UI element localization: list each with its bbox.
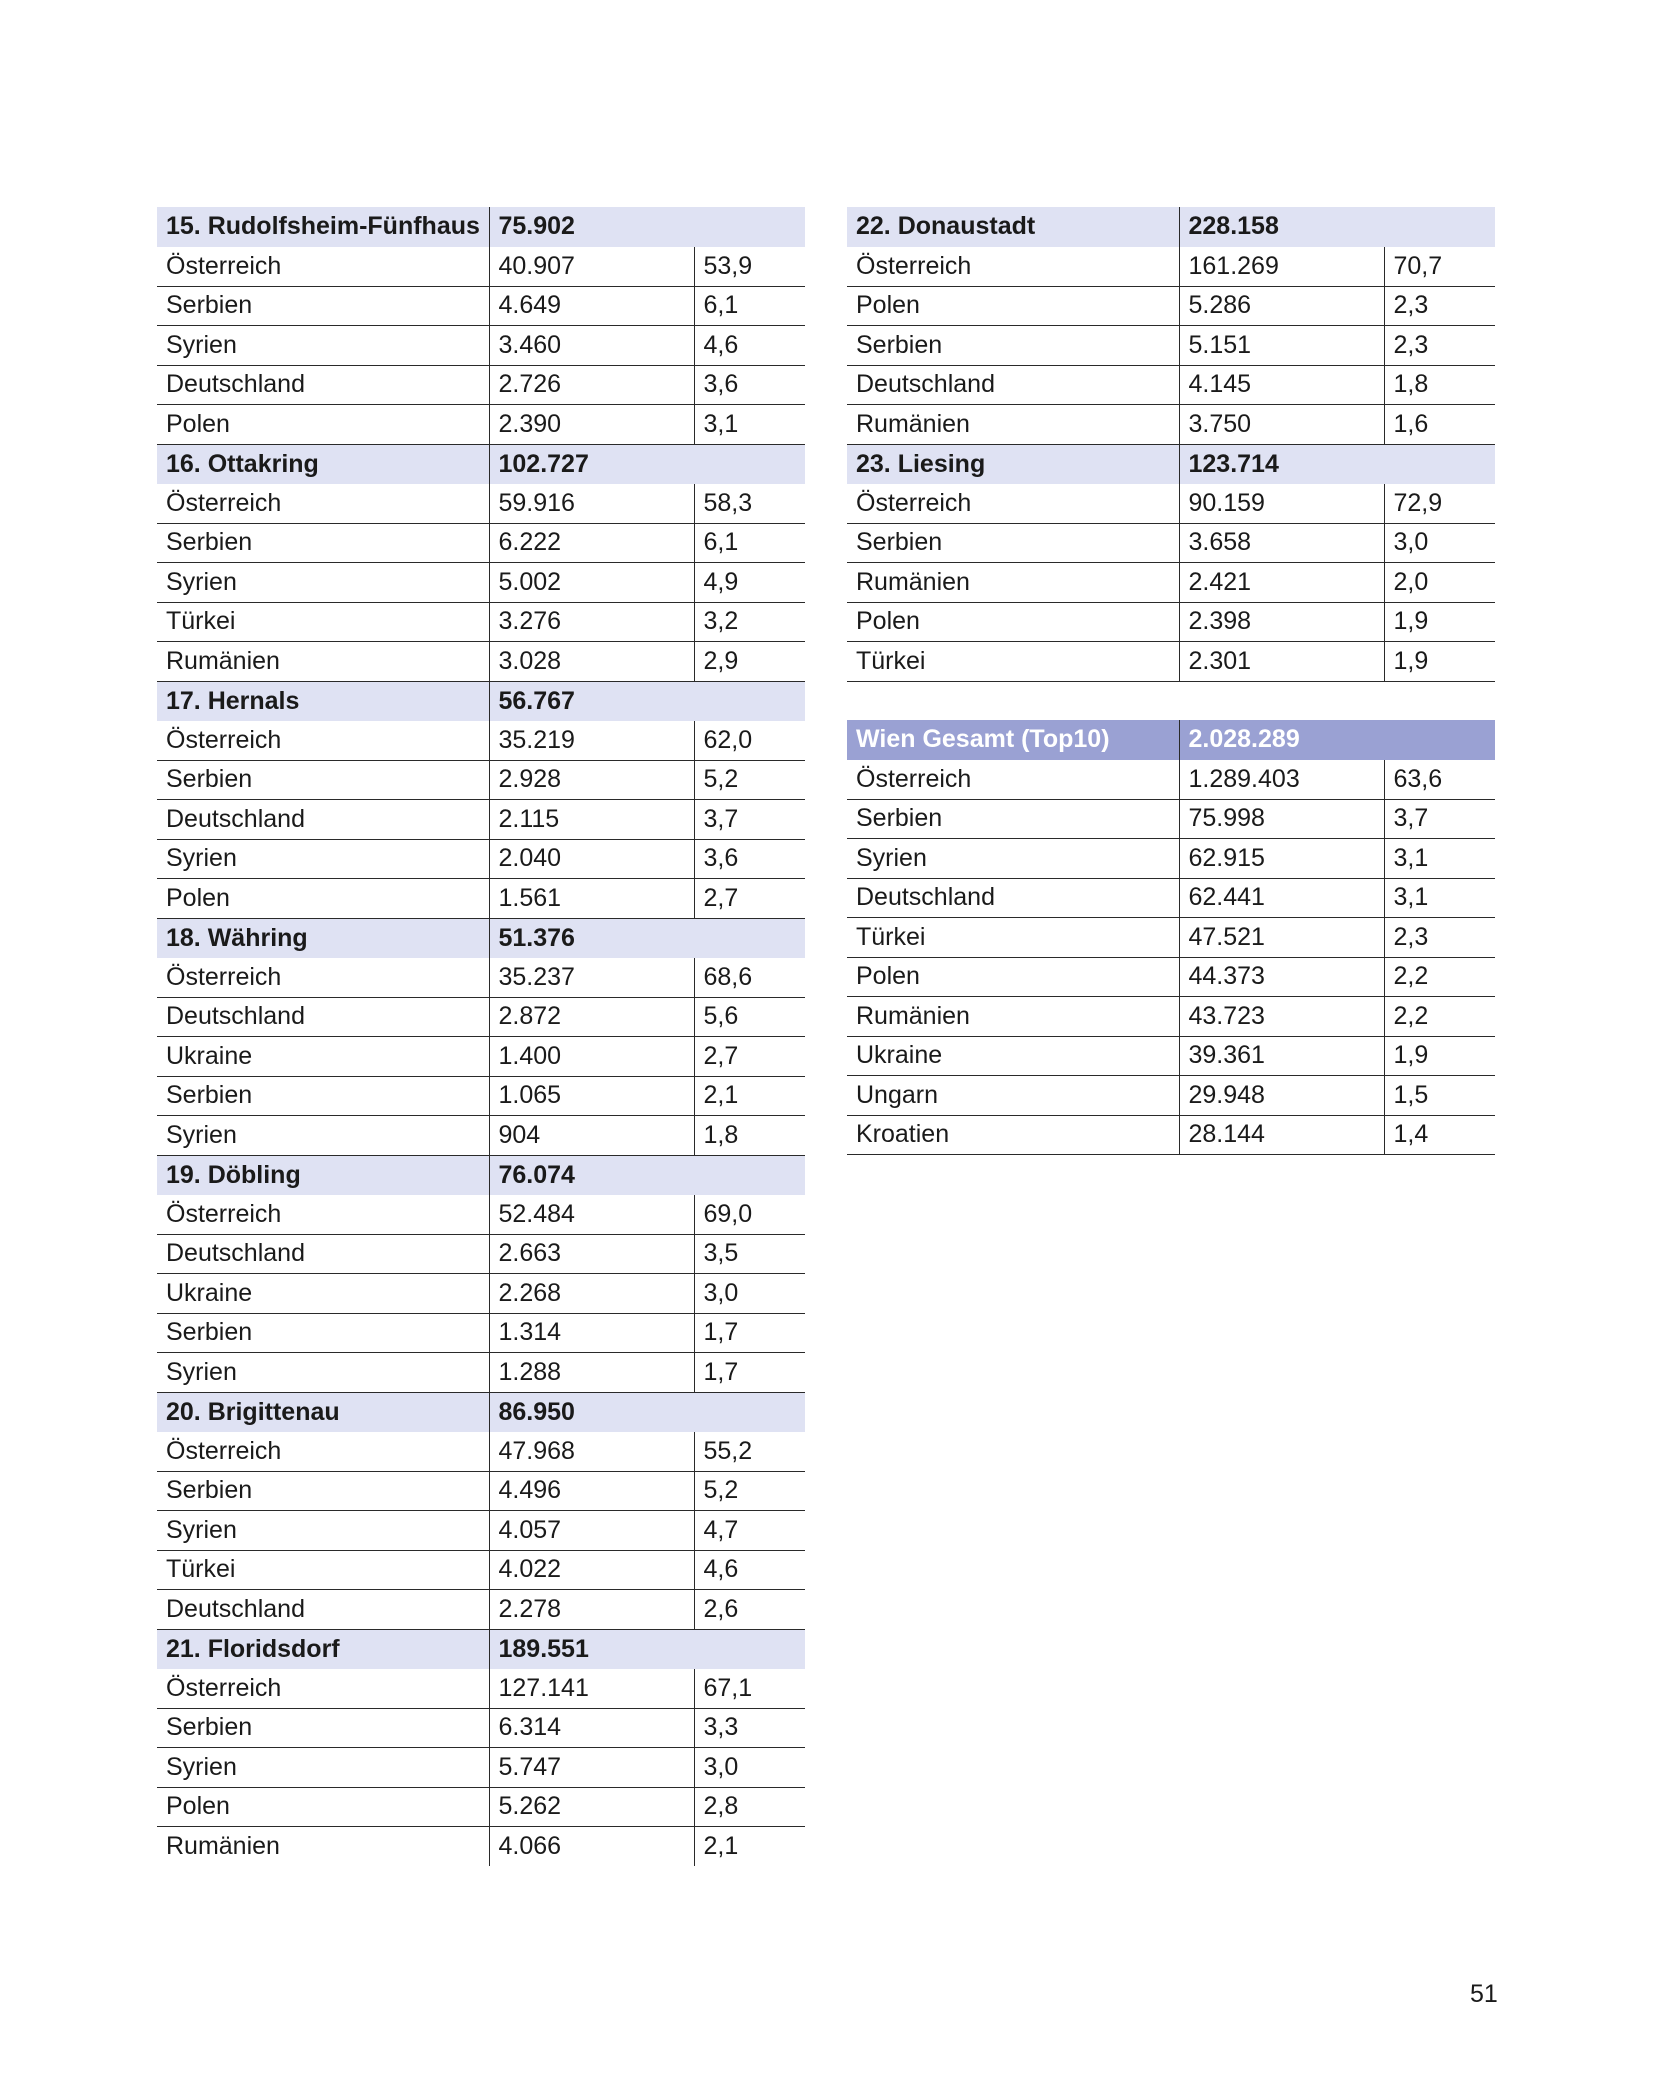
table-row — [157, 1037, 805, 1077]
population-count: 2.726 — [489, 365, 694, 405]
population-count: 2.663 — [489, 1234, 694, 1274]
population-count: 40.907 — [489, 247, 694, 287]
district-header-row — [157, 207, 805, 247]
population-percent: 53,9 — [694, 247, 805, 287]
country-name: Serbien — [847, 799, 1179, 839]
table-row — [847, 918, 1495, 958]
population-percent: 5,6 — [694, 997, 805, 1037]
table-row — [157, 1590, 805, 1630]
population-percent: 1,6 — [1384, 405, 1495, 445]
population-percent: 2,7 — [694, 879, 805, 919]
table-row — [157, 800, 805, 840]
population-count: 62.441 — [1179, 878, 1384, 918]
population-count: 2.928 — [489, 760, 694, 800]
population-percent: 63,6 — [1384, 760, 1495, 800]
population-count: 2.390 — [489, 405, 694, 445]
district-header-row — [157, 1155, 805, 1195]
population-percent: 5,2 — [694, 760, 805, 800]
vienna-total-table — [847, 720, 1495, 1155]
population-percent: 68,6 — [694, 958, 805, 998]
country-name: Syrien — [157, 1353, 489, 1393]
population-count: 1.065 — [489, 1076, 694, 1116]
table-row — [847, 997, 1495, 1037]
population-percent: 3,7 — [1384, 799, 1495, 839]
table-row — [847, 799, 1495, 839]
district-total: 75.902 — [489, 207, 805, 247]
country-name: Rumänien — [157, 642, 489, 682]
district-name: 15. Rudolfsheim-Fünfhaus — [157, 207, 489, 247]
population-percent: 2,3 — [1384, 918, 1495, 958]
population-percent: 1,9 — [1384, 642, 1495, 682]
left-district-table — [157, 207, 805, 1866]
table-row — [157, 602, 805, 642]
table-row — [157, 839, 805, 879]
population-count: 47.521 — [1179, 918, 1384, 958]
table-row — [847, 602, 1495, 642]
population-percent: 6,1 — [694, 286, 805, 326]
table-row — [847, 326, 1495, 366]
population-count: 1.289.403 — [1179, 760, 1384, 800]
population-percent: 3,0 — [1384, 523, 1495, 563]
population-percent: 2,6 — [694, 1590, 805, 1630]
population-percent: 1,8 — [694, 1116, 805, 1156]
population-percent: 2,8 — [694, 1787, 805, 1827]
country-name: Rumänien — [847, 405, 1179, 445]
table-row — [157, 405, 805, 445]
population-count: 4.057 — [489, 1511, 694, 1551]
country-name: Ukraine — [157, 1037, 489, 1077]
population-percent: 2,0 — [1384, 563, 1495, 603]
country-name: Serbien — [157, 1076, 489, 1116]
country-name: Deutschland — [847, 878, 1179, 918]
country-name: Deutschland — [847, 365, 1179, 405]
population-count: 2.301 — [1179, 642, 1384, 682]
table-row — [157, 1353, 805, 1393]
country-name: Syrien — [157, 1511, 489, 1551]
population-percent: 1,9 — [1384, 602, 1495, 642]
population-count: 4.496 — [489, 1471, 694, 1511]
table-row — [157, 523, 805, 563]
country-name: Rumänien — [847, 997, 1179, 1037]
country-name: Serbien — [157, 286, 489, 326]
country-name: Syrien — [157, 1748, 489, 1788]
country-name: Polen — [157, 879, 489, 919]
table-row — [157, 1313, 805, 1353]
table-row — [157, 1748, 805, 1788]
table-row — [157, 1787, 805, 1827]
district-name: 21. Floridsdorf — [157, 1629, 489, 1669]
table-row — [847, 247, 1495, 287]
district-name: 16. Ottakring — [157, 444, 489, 484]
population-count: 2.421 — [1179, 563, 1384, 603]
table-row — [157, 1274, 805, 1314]
country-name: Rumänien — [166, 1832, 280, 1860]
population-percent: 4,6 — [694, 1550, 805, 1590]
district-total: 56.767 — [489, 681, 805, 721]
population-count: 28.144 — [1179, 1115, 1384, 1155]
district-header-row — [157, 918, 805, 958]
table-row — [157, 1550, 805, 1590]
population-percent: 58,3 — [694, 484, 805, 524]
district-name: 17. Hernals — [157, 681, 489, 721]
population-percent: 3,1 — [1384, 878, 1495, 918]
table-row — [157, 879, 805, 919]
population-percent: 2,2 — [1384, 957, 1495, 997]
table-row — [157, 760, 805, 800]
population-count: 39.361 — [1179, 1036, 1384, 1076]
population-count: 1.314 — [489, 1313, 694, 1353]
country-name: Ukraine — [847, 1036, 1179, 1076]
country-name: Syrien — [847, 839, 1179, 879]
country-name: Österreich — [157, 958, 489, 998]
table-row — [847, 839, 1495, 879]
population-count: 5.151 — [1179, 326, 1384, 366]
table-row — [847, 760, 1495, 800]
population-count: 5.747 — [489, 1748, 694, 1788]
district-header-row — [847, 444, 1495, 484]
country-name: Serbien — [157, 1708, 489, 1748]
population-percent: 1,5 — [1384, 1076, 1495, 1116]
country-name: Syrien — [157, 839, 489, 879]
population-count: 4.145 — [1179, 365, 1384, 405]
table-row — [847, 957, 1495, 997]
country-name: Österreich — [157, 1669, 489, 1709]
population-percent: 1,4 — [1384, 1115, 1495, 1155]
district-total: 86.950 — [489, 1392, 805, 1432]
table-row — [847, 365, 1495, 405]
population-percent: 3,5 — [694, 1234, 805, 1274]
table-row — [157, 1708, 805, 1748]
population-percent: 4,6 — [694, 326, 805, 366]
population-percent: 3,0 — [694, 1748, 805, 1788]
population-percent: 67,1 — [694, 1669, 805, 1709]
population-percent: 3,3 — [694, 1708, 805, 1748]
district-header-row — [847, 207, 1495, 247]
table-row — [157, 286, 805, 326]
country-name: Serbien — [157, 1313, 489, 1353]
district-header-row — [157, 1629, 805, 1669]
population-count: 44.373 — [1179, 957, 1384, 997]
population-count: 3.028 — [489, 642, 694, 682]
table-row — [847, 1036, 1495, 1076]
right-district-table — [847, 207, 1495, 682]
population-count: 1.288 — [489, 1353, 694, 1393]
population-percent: 6,1 — [694, 523, 805, 563]
table-row — [157, 1669, 805, 1709]
table-row — [157, 365, 805, 405]
country-name: Syrien — [157, 1116, 489, 1156]
population-count: 2.040 — [489, 839, 694, 879]
country-name: Deutschland — [157, 800, 489, 840]
table-row — [157, 1432, 805, 1472]
country-name: Türkei — [847, 642, 1179, 682]
page-number: 51 — [1470, 1980, 1498, 2008]
population-count: 904 — [489, 1116, 694, 1156]
table-row — [157, 326, 805, 366]
country-name: Türkei — [847, 918, 1179, 958]
country-name: Deutschland — [157, 1234, 489, 1274]
country-name: Ungarn — [847, 1076, 1179, 1116]
country-name: Deutschland — [157, 1590, 489, 1630]
population-count: 43.723 — [1179, 997, 1384, 1037]
table-row — [847, 878, 1495, 918]
population-count: 5.262 — [489, 1787, 694, 1827]
population-count: 52.484 — [489, 1195, 694, 1235]
population-percent: 3,6 — [694, 365, 805, 405]
population-count: 6.314 — [489, 1708, 694, 1748]
district-name: 22. Donaustadt — [847, 207, 1179, 247]
population-count: 5.002 — [489, 563, 694, 603]
population-percent: 1,9 — [1384, 1036, 1495, 1076]
table-row — [157, 958, 805, 998]
country-name: Rumänien — [847, 563, 1179, 603]
country-name: Ukraine — [157, 1274, 489, 1314]
population-count: 3.276 — [489, 602, 694, 642]
population-percent: 1,7 — [694, 1353, 805, 1393]
population-count: 127.141 — [489, 1669, 694, 1709]
district-total: 189.551 — [489, 1629, 805, 1669]
population-count: 2.398 — [1179, 602, 1384, 642]
population-percent: 2,7 — [694, 1037, 805, 1077]
population-count: 47.968 — [489, 1432, 694, 1472]
population-count: 4.066 — [489, 1827, 694, 1867]
country-name: Deutschland — [157, 365, 489, 405]
table-row — [847, 523, 1495, 563]
country-name: Syrien — [157, 563, 489, 603]
country-name: Polen — [157, 405, 489, 445]
table-row — [157, 1195, 805, 1235]
district-name: Wien Gesamt (Top10) — [847, 720, 1179, 760]
table-row — [157, 1076, 805, 1116]
district-header-row — [157, 444, 805, 484]
country-name: Serbien — [847, 326, 1179, 366]
table-row — [847, 405, 1495, 445]
country-name: Österreich — [157, 1195, 489, 1235]
population-percent: 4,9 — [694, 563, 805, 603]
population-count: 161.269 — [1179, 247, 1384, 287]
population-percent: 2,3 — [1384, 326, 1495, 366]
population-percent: 5,2 — [694, 1471, 805, 1511]
table-row — [157, 721, 805, 761]
district-name: 23. Liesing — [847, 444, 1179, 484]
population-percent: 3,1 — [694, 405, 805, 445]
population-percent: 62,0 — [694, 721, 805, 761]
table-row — [157, 1471, 805, 1511]
table-row — [157, 1234, 805, 1274]
country-name: Österreich — [157, 247, 489, 287]
table-row — [847, 1115, 1495, 1155]
country-name: Polen — [847, 957, 1179, 997]
country-name: Österreich — [847, 484, 1179, 524]
table-row — [847, 286, 1495, 326]
table-row — [847, 563, 1495, 603]
country-name: Polen — [847, 602, 1179, 642]
country-name: Kroatien — [847, 1115, 1179, 1155]
population-percent: 2,9 — [694, 642, 805, 682]
country-name: Österreich — [847, 760, 1179, 800]
population-count: 2.278 — [489, 1590, 694, 1630]
population-count: 2.115 — [489, 800, 694, 840]
district-header-row — [157, 1392, 805, 1432]
population-count: 90.159 — [1179, 484, 1384, 524]
population-count: 3.658 — [1179, 523, 1384, 563]
country-name: Türkei — [157, 602, 489, 642]
table-row — [157, 563, 805, 603]
country-name: Polen — [157, 1787, 489, 1827]
population-percent: 1,8 — [1384, 365, 1495, 405]
table-row — [847, 1076, 1495, 1116]
population-count: 59.916 — [489, 484, 694, 524]
table-row — [157, 247, 805, 287]
district-header-row — [847, 720, 1495, 760]
district-total: 102.727 — [489, 444, 805, 484]
district-total: 123.714 — [1179, 444, 1495, 484]
population-percent: 69,0 — [694, 1195, 805, 1235]
population-count: 75.998 — [1179, 799, 1384, 839]
population-percent: 3,6 — [694, 839, 805, 879]
population-count: 5.286 — [1179, 286, 1384, 326]
table-row — [157, 484, 805, 524]
population-count: 4.649 — [489, 286, 694, 326]
country-name: Türkei — [157, 1550, 489, 1590]
country-name: Österreich — [157, 721, 489, 761]
table-row — [847, 484, 1495, 524]
country-name: Serbien — [157, 523, 489, 563]
country-name: Österreich — [157, 1432, 489, 1472]
population-count: 3.750 — [1179, 405, 1384, 445]
country-name: Polen — [847, 286, 1179, 326]
population-count: 29.948 — [1179, 1076, 1384, 1116]
population-percent: 3,2 — [694, 602, 805, 642]
table-row — [157, 642, 805, 682]
district-name: 19. Döbling — [157, 1155, 489, 1195]
district-total: 76.074 — [489, 1155, 805, 1195]
population-percent: 72,9 — [1384, 484, 1495, 524]
district-total: 51.376 — [489, 918, 805, 958]
table-row — [157, 1827, 805, 1867]
country-name: Österreich — [157, 484, 489, 524]
left-table-body — [157, 207, 805, 1866]
country-name: Österreich — [847, 247, 1179, 287]
country-name: Serbien — [157, 760, 489, 800]
population-percent: 3,7 — [694, 800, 805, 840]
population-count: 4.022 — [489, 1550, 694, 1590]
population-count: 6.222 — [489, 523, 694, 563]
total-table-body — [847, 720, 1495, 1155]
population-percent: 2,1 — [694, 1076, 805, 1116]
population-percent: 2,2 — [1384, 997, 1495, 1037]
population-count: 2.872 — [489, 997, 694, 1037]
population-count: 35.237 — [489, 958, 694, 998]
population-count: 35.219 — [489, 721, 694, 761]
population-percent: 4,7 — [694, 1511, 805, 1551]
population-count: 2.268 — [489, 1274, 694, 1314]
population-percent: 3,1 — [1384, 839, 1495, 879]
population-count: 3.460 — [489, 326, 694, 366]
table-row — [157, 1511, 805, 1551]
population-percent: 1,7 — [694, 1313, 805, 1353]
population-percent: 3,0 — [694, 1274, 805, 1314]
population-count: 1.400 — [489, 1037, 694, 1077]
population-count: 1.561 — [489, 879, 694, 919]
table-row — [847, 642, 1495, 682]
population-percent: 70,7 — [1384, 247, 1495, 287]
population-count: 62.915 — [1179, 839, 1384, 879]
table-row — [157, 1116, 805, 1156]
right-table-body — [847, 207, 1495, 681]
population-percent: 55,2 — [694, 1432, 805, 1472]
district-total: 228.158 — [1179, 207, 1495, 247]
country-name: Serbien — [847, 523, 1179, 563]
district-name: 20. Brigittenau — [157, 1392, 489, 1432]
table-row — [157, 997, 805, 1037]
district-name: 18. Währing — [157, 918, 489, 958]
country-name: Serbien — [157, 1471, 489, 1511]
country-name: Syrien — [157, 326, 489, 366]
population-percent: 2,1 — [694, 1827, 805, 1867]
population-percent: 2,3 — [1384, 286, 1495, 326]
district-header-row — [157, 681, 805, 721]
country-name: Deutschland — [157, 997, 489, 1037]
district-total: 2.028.289 — [1179, 720, 1495, 760]
